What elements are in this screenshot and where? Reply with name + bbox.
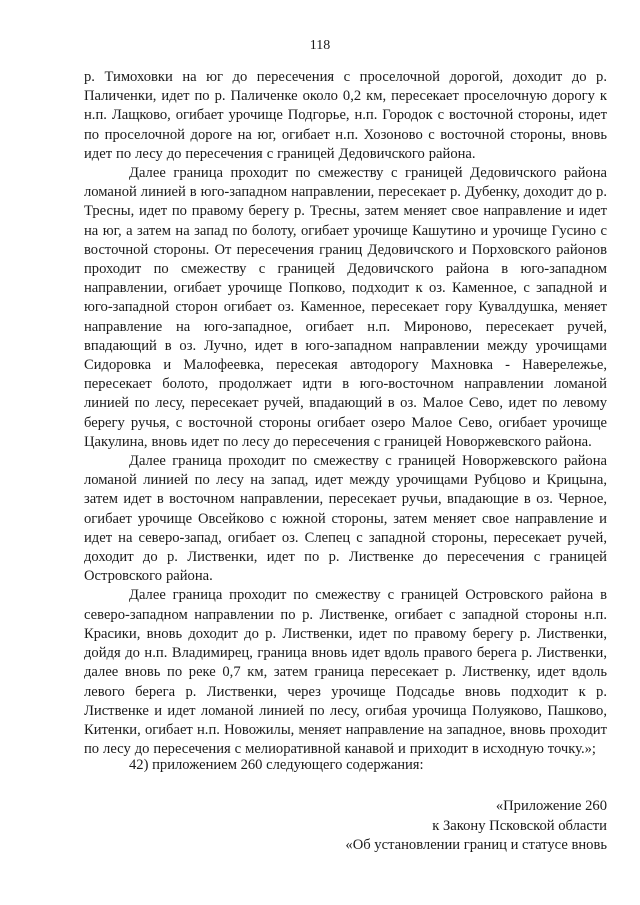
appendix-law-title: «Об установлении границ и статусе вновь (345, 837, 607, 853)
paragraph-boundary-continuation: р. Тимоховки на юг до пересечения с проселочной дорогой, доходит до р. Паличенки, идет по р. Паличенке около 0,2 км, пересекает проселочную дорогу к н.п. Лащково, огибает урочище Подгорье, н.п. Городок с восточной стороны, идет по проселочной дороге на юг, огибает н.п. Хозоново с восточной стороны, вновь идет по лесу до пересечения с границей Дедовичского района. (84, 69, 607, 162)
amendment-item: 42) приложением 260 следующего содержания: (129, 757, 424, 773)
page-number: 118 (309, 38, 331, 53)
appendix-law-reference: к Закону Псковской области (432, 817, 607, 834)
appendix-title: «Приложение 260 (495, 798, 607, 814)
paragraph-dedovichi-border: Далее граница проходит по смежеству с границей Дедовичского района ломаной линией в юго-западном направлении, пересекает р. Дубенку, доходит до р. Тресны, идет по правому берегу р. Тресны, затем меняет свое направление и идет на юг, а затем на запад по болоту, огибает урочище Кашутино и урочище Гусино с восточной стороны. От пересечения границ Дедовичского и Порховского районов проходит по смежеству с границей Дедовичского района в юго-западном направлении, огибает урочище Попково, подходит к оз. Каменное, с западной и юго-западной сторон огибает оз. Каменное, пересекает гору Кувалдушка, меняет направление на юго-западное, огибает н.п. Мироново, пересекает ручей, впадающий в оз. Лучно, идет в юго-западном направлении между урочищами Сидоровка и Малофеевка, пересекая автодорогу Махновка - Наверележье, пересекает болото, продолжает идти в юго-восточном направлении ломаной линией по лесу, пересекает ручей, впадающий в оз. Малое Сево, идет по левому берегу ручья, с восточной стороны огибает озеро Малое Сево, огибает урочище Цакулина, вновь идет по лесу до пересечения с границей Новоржевского района. (84, 165, 607, 450)
paragraph-novorzhev-border: Далее граница проходит по смежеству с границей Новоржевского района ломаной линией по лесу на запад, идет между урочищами Рубцово и Крицына, затем идет в восточном направлении, пересекает ручьи, впадающие в оз. Черное, огибает урочище Овсейково с южной стороны, затем меняет свое направление и идет на северо-запад, огибает оз. Слепец с западной стороны, пересекает ручей, доходит до р. Лиственки, идет по р. Лиственке до пересечения с границей Островского района. (84, 453, 607, 585)
paragraph-ostrov-border: Далее граница проходит по смежеству с границей Островского района в северо-западном направлении по р. Лиственке, огибает с западной стороны н.п. Красики, вновь доходит до р. Лиственки, идет по правому берегу р. Лиственки, дойдя до н.п. Владимирец, граница вновь идет вдоль правого берега р. Лиственки, далее вновь по реке 0,7 км, затем граница пересекает р. Лиственку, идет вдоль левого берега р. Лиственки, через урочище Подсадье вновь подходит к р. Лиственке и идет ломаной линией по лесу, огибая урочища Полуяково, Пашково, Китенки, огибает н.п. Новожилы, меняет направление на западное, вновь проходит по лесу до пересечения с мелиоративной канавой и приходит в исходную точку.»; (84, 587, 607, 758)
document-body (84, 68, 607, 759)
appendix-heading (307, 797, 607, 856)
